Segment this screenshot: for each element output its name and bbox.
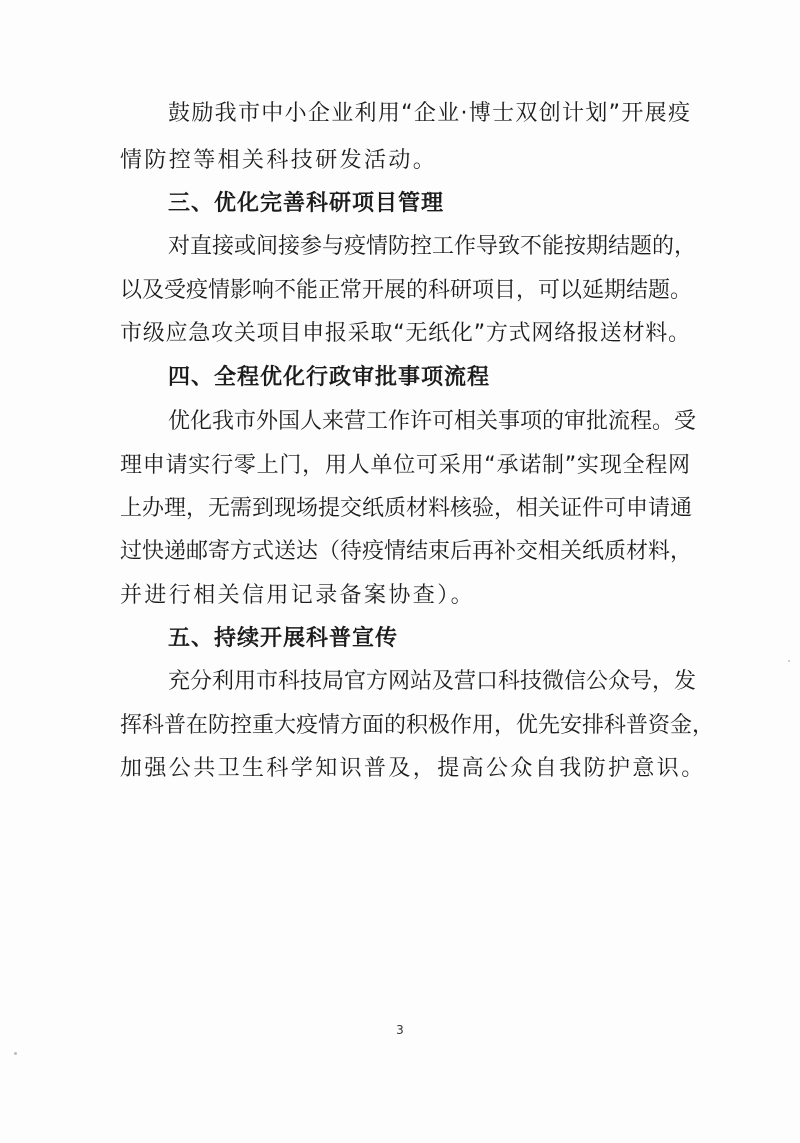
body-line: 充分利用市科技局官方网站及营口科技微信公众号，发: [168, 669, 697, 694]
body-line: 情防控等相关科技研发活动。: [120, 148, 438, 173]
body-line: 挥科普在防控重大疫情方面的积极作用，优先安排科普资金，: [120, 713, 715, 738]
page-number: 3: [396, 1023, 404, 1037]
body-line: 鼓励我市中小企业利用“企业·博士双创计划”开展疫: [168, 101, 690, 126]
section-heading: 五、持续开展科普宣传: [168, 626, 399, 651]
body-line: 对直接或间接参与疫情防控工作导致不能按期结题的，: [168, 234, 697, 259]
body-line: 上办理，无需到现场提交纸质材料核验，相关证件可申请通: [120, 496, 693, 521]
scan-speck: [788, 660, 790, 662]
section-heading: 三、优化完善科研项目管理: [168, 191, 445, 216]
body-line: 优化我市外国人来营工作许可相关事项的审批流程。受: [168, 409, 697, 434]
body-line: 以及受疫情影响不能正常开展的科研项目，可以延期结题。: [120, 278, 693, 303]
body-line: 并进行相关信用记录备案协查）。: [120, 583, 476, 608]
body-line: 加强公共卫生科学知识普及，提高公众自我防护意识。: [120, 756, 706, 781]
scan-speck: [14, 1052, 17, 1055]
body-line: 理申请实行零上门，用人单位可采用“承诺制”实现全程网: [120, 453, 690, 478]
body-line: 过快递邮寄方式送达（待疫情结束后再补交相关纸质材料，: [120, 539, 693, 564]
body-line: 市级应急攻关项目申报采取“无纸化”方式网络报送材料。: [120, 321, 690, 346]
section-heading: 四、全程优化行政审批事项流程: [168, 365, 491, 390]
